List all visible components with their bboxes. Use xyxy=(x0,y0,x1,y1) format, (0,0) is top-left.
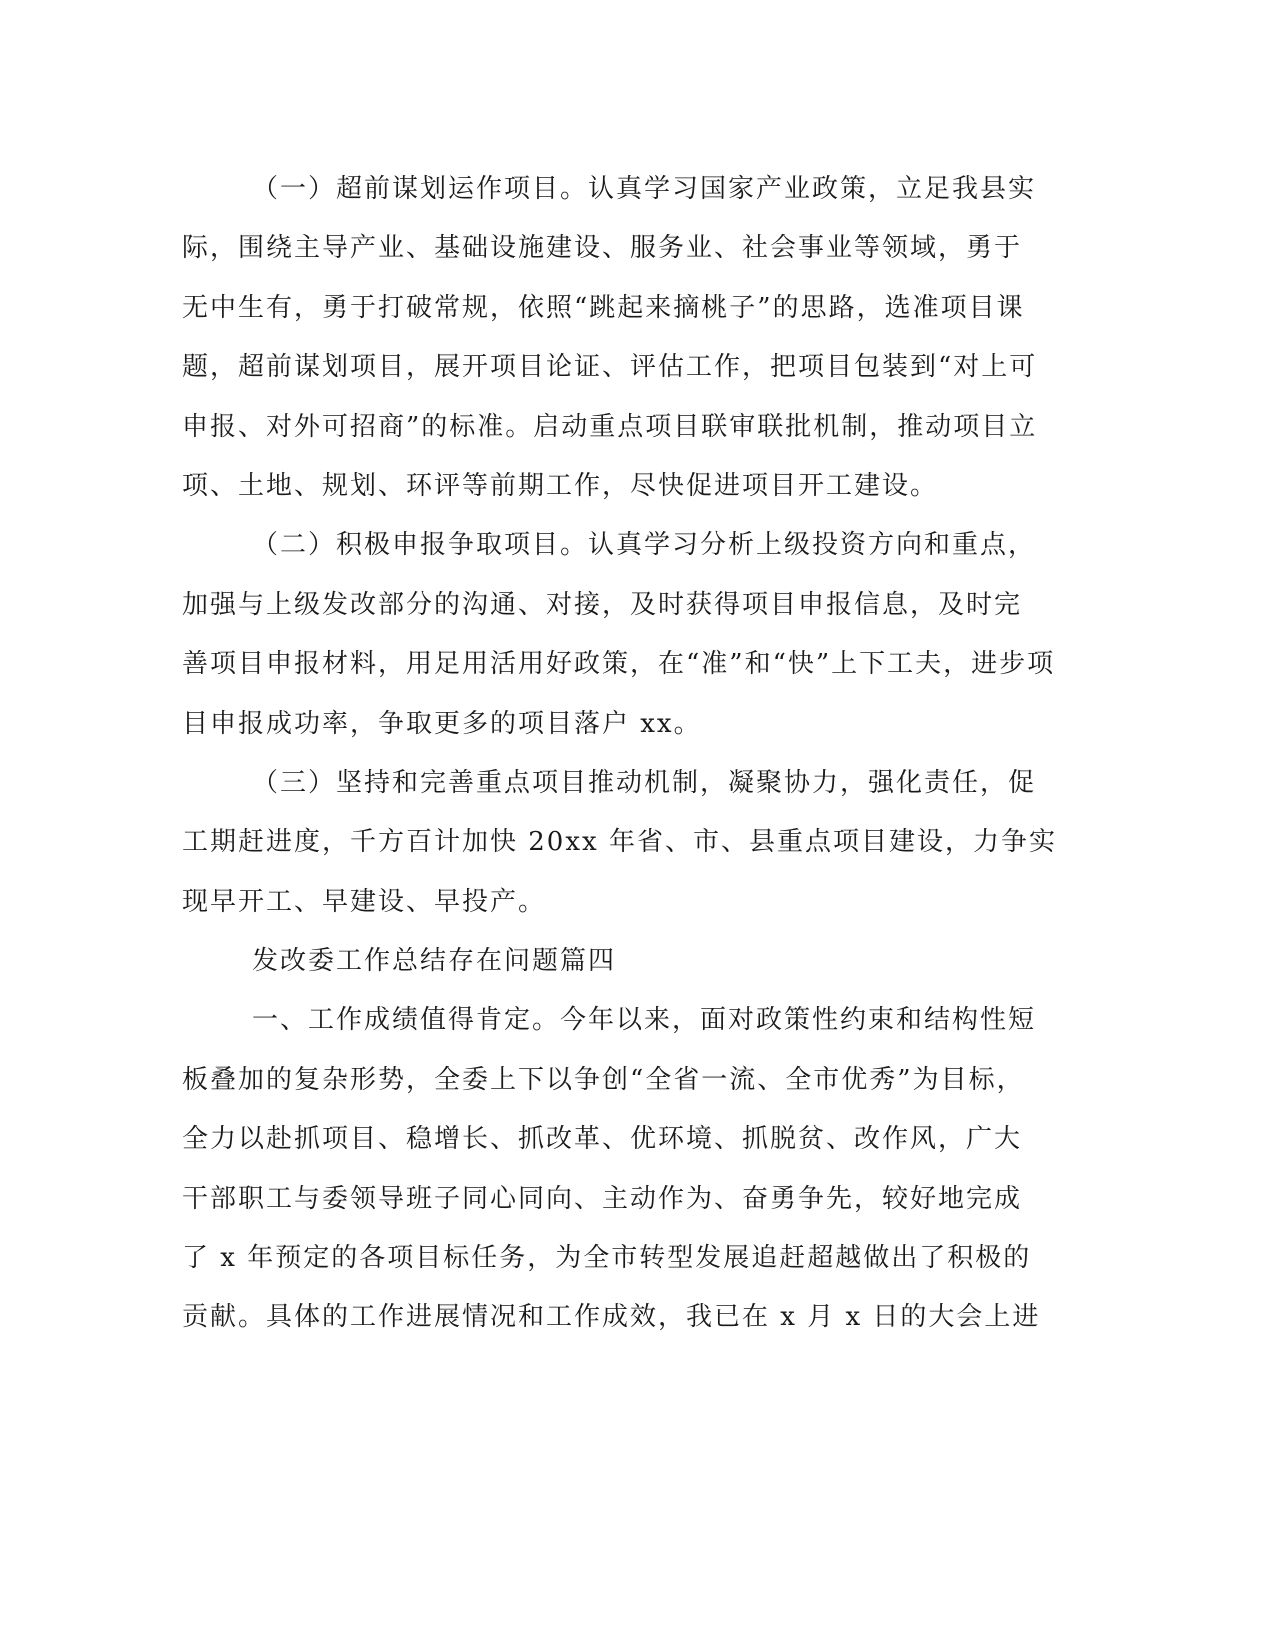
section-heading: 发改委工作总结存在问题篇四 xyxy=(252,946,617,977)
paragraph-3-line-3: 现早开工、早建设、早投产。 xyxy=(182,886,547,917)
paragraph-4-line-2: 板叠加的复杂形势，全委上下以争创“全省一流、全市优秀”为目标， xyxy=(182,1064,1025,1095)
paragraph-1-line-3: 无中生有，勇于打破常规，依照“跳起来摘桃子”的思路，选准项目课 xyxy=(182,292,1025,323)
paragraph-2-line-3: 善项目申报材料，用足用活用好政策，在“准”和“快”上下工夫，进步项 xyxy=(182,649,1056,680)
paragraph-3-line-1: （三）坚持和完善重点项目推动机制，凝聚协力，强化责任，促 xyxy=(252,767,1037,798)
paragraph-2-line-2: 加强与上级发改部分的沟通、对接，及时获得项目申报信息，及时完 xyxy=(182,589,1023,620)
paragraph-3-line-2: 工期赶进度，千方百计加快 20xx 年省、市、县重点项目建设，力争实 xyxy=(182,827,1057,858)
paragraph-1-line-5: 申报、对外可招商”的标准。启动重点项目联审联批机制，推动项目立 xyxy=(182,411,1038,442)
paragraph-2-line-1: （二）积极申报争取项目。认真学习分析上级投资方向和重点， xyxy=(252,530,1037,561)
paragraph-4-line-1: 一、工作成绩值得肯定。今年以来，面对政策性约束和结构性短 xyxy=(252,1005,1037,1036)
paragraph-4-line-6: 贡献。具体的工作进展情况和工作成效，我已在 x 月 x 日的大会上进 xyxy=(182,1302,1041,1333)
paragraph-1-line-6: 项、土地、规划、环评等前期工作，尽快促进项目开工建设。 xyxy=(182,470,939,501)
paragraph-4-line-5: 了 x 年预定的各项目标任务，为全市转型发展追赶超越做出了积极的 xyxy=(182,1243,1032,1274)
paragraph-1-line-4: 题，超前谋划项目，展开项目论证、评估工作，把项目包装到“对上可 xyxy=(182,352,1038,383)
paragraph-4-line-4: 干部职工与委领导班子同心同向、主动作为、奋勇争先，较好地完成 xyxy=(182,1183,1023,1214)
paragraph-2-line-4: 目申报成功率，争取更多的项目落户 xx。 xyxy=(182,708,702,739)
paragraph-1-line-1: （一）超前谋划运作项目。认真学习国家产业政策，立足我县实 xyxy=(252,174,1037,204)
paragraph-1-line-2: 际，围绕主导产业、基础设施建设、服务业、社会事业等领域，勇于 xyxy=(182,233,1023,264)
document-body xyxy=(182,160,1057,1348)
paragraph-4-line-3: 全力以赴抓项目、稳增长、抓改革、优环境、抓脱贫、改作风，广大 xyxy=(182,1124,1023,1155)
